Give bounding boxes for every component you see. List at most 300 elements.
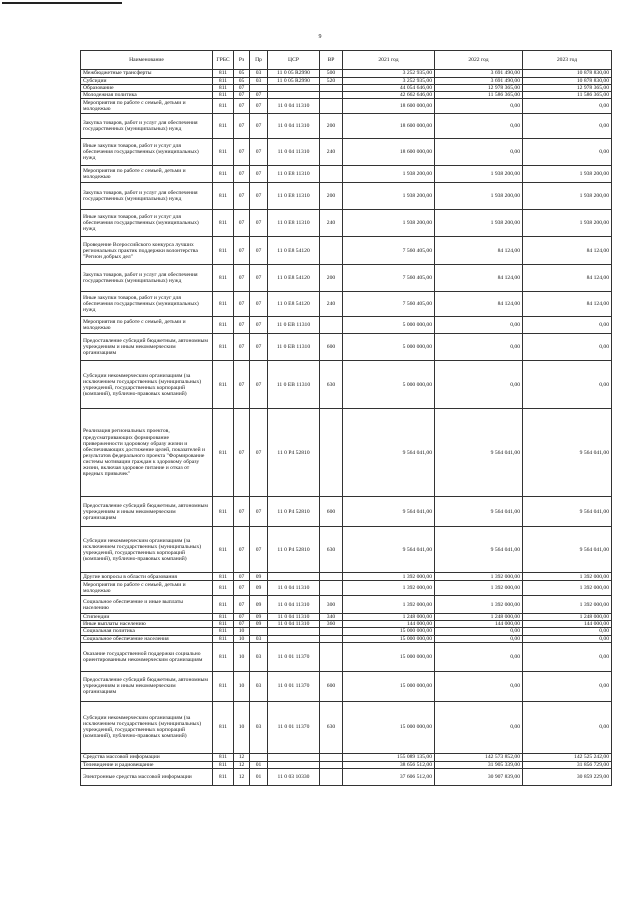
budget-table: [80, 50, 612, 786]
row-amount-2021: 3 252 935,00: [343, 78, 435, 85]
row-grbs: 811: [213, 614, 234, 621]
row-grbs: 811: [213, 768, 234, 785]
row-rz: 10: [234, 642, 250, 671]
row-name: Субсидии: [81, 78, 213, 85]
row-pr: 07: [250, 334, 268, 361]
row-grbs: 811: [213, 635, 234, 642]
row-amount-2023: 0,00: [523, 361, 612, 409]
table-row: [81, 265, 612, 292]
row-csr: 11 0 P4 52810: [268, 497, 320, 527]
row-csr: [268, 635, 320, 642]
row-csr: 11 0 04 11310: [268, 581, 320, 596]
row-amount-2022: 3 691 490,00: [435, 70, 523, 78]
page-number: 9: [318, 34, 322, 40]
row-amount-2023: 9 564 041,00: [523, 409, 612, 497]
row-amount-2022: 1 392 000,00: [435, 596, 523, 614]
row-vr: [320, 92, 343, 99]
row-pr: [250, 628, 268, 635]
row-vr: [320, 573, 343, 581]
table-row: [81, 642, 612, 671]
row-name: Иные выплаты населению: [81, 621, 213, 628]
row-amount-2021: 15 000 000,00: [343, 701, 435, 753]
row-pr: 07: [250, 527, 268, 573]
row-rz: 10: [234, 628, 250, 635]
row-name: Иные закупки товаров, работ и услуг для обеспечения государственных (муниципальных) нужд: [81, 210, 213, 237]
row-amount-2022: 0,00: [435, 361, 523, 409]
row-csr: 11 0 E8 11310: [268, 166, 320, 183]
row-amount-2021: 38 656 512,00: [343, 761, 435, 768]
row-amount-2023: 11 586 365,00: [523, 92, 612, 99]
row-rz: 07: [234, 114, 250, 139]
header-csr: ЦСР: [268, 51, 320, 70]
row-pr: 07: [250, 292, 268, 317]
row-amount-2021: 15 000 000,00: [343, 635, 435, 642]
row-rz: 07: [234, 581, 250, 596]
row-csr: [268, 753, 320, 761]
row-pr: [250, 85, 268, 92]
row-name: Проведение Всероссийского конкурса лучших региональных практик поддержки волонтерства "Регион добрых дел": [81, 237, 213, 265]
row-amount-2023: 31 856 729,00: [523, 761, 612, 768]
row-amount-2022: 11 586 365,00: [435, 92, 523, 99]
row-amount-2022: 0,00: [435, 628, 523, 635]
row-name: Оказание государственной поддержки социально ориентированным некоммерческим организациям: [81, 642, 213, 671]
row-rz: 07: [234, 409, 250, 497]
row-amount-2021: 5 000 000,00: [343, 334, 435, 361]
table-row: [81, 292, 612, 317]
row-amount-2023: 0,00: [523, 334, 612, 361]
row-grbs: 811: [213, 139, 234, 166]
row-grbs: 811: [213, 265, 234, 292]
row-vr: [320, 85, 343, 92]
row-csr: 11 0 03 10330: [268, 768, 320, 785]
row-vr: 520: [320, 78, 343, 85]
row-pr: 07: [250, 409, 268, 497]
row-amount-2021: 9 564 041,00: [343, 527, 435, 573]
table-row: [81, 409, 612, 497]
row-pr: 09: [250, 581, 268, 596]
row-csr: 11 0 01 11370: [268, 642, 320, 671]
row-amount-2022: 1 938 200,00: [435, 166, 523, 183]
table-row: [81, 671, 612, 701]
row-rz: 05: [234, 78, 250, 85]
row-name: Другие вопросы в области образования: [81, 573, 213, 581]
row-grbs: 811: [213, 85, 234, 92]
row-name: Социальное обеспечение населения: [81, 635, 213, 642]
row-amount-2023: 1 392 000,00: [523, 581, 612, 596]
row-grbs: 811: [213, 628, 234, 635]
row-pr: 09: [250, 596, 268, 614]
row-amount-2023: 1 392 000,00: [523, 596, 612, 614]
header-2023: 2023 год: [523, 51, 612, 70]
row-name: Субсидии некоммерческим организациям (за исключением государственных (муниципальных) учреждений, государственных корпораций (компаний), публично-правовых компаний): [81, 701, 213, 753]
row-vr: [320, 753, 343, 761]
row-grbs: 811: [213, 409, 234, 497]
row-vr: 340: [320, 614, 343, 621]
row-amount-2021: 18 600 000,00: [343, 139, 435, 166]
row-rz: 05: [234, 70, 250, 78]
row-amount-2021: 7 560 405,00: [343, 237, 435, 265]
row-vr: 630: [320, 527, 343, 573]
row-vr: 630: [320, 361, 343, 409]
row-vr: [320, 237, 343, 265]
row-csr: 11 0 05 R2990: [268, 70, 320, 78]
row-pr: 07: [250, 317, 268, 334]
row-name: Мероприятия по работе с семьей, детьми и молодежью: [81, 317, 213, 334]
row-csr: 11 0 E8 54120: [268, 237, 320, 265]
row-grbs: 811: [213, 292, 234, 317]
row-amount-2023: 10 878 830,00: [523, 78, 612, 85]
header-2022: 2022 год: [435, 51, 523, 70]
row-amount-2022: 84 124,00: [435, 237, 523, 265]
row-name: Субсидии некоммерческим организациям (за исключением государственных (муниципальных) учреждений, государственных корпораций (компаний), публично-правовых компаний): [81, 361, 213, 409]
row-rz: 10: [234, 701, 250, 753]
row-amount-2023: 12 978 365,00: [523, 85, 612, 92]
row-vr: 600: [320, 671, 343, 701]
row-pr: 03: [250, 78, 268, 85]
row-grbs: 811: [213, 527, 234, 573]
row-csr: 11 0 04 11310: [268, 114, 320, 139]
row-grbs: 811: [213, 70, 234, 78]
table-row: [81, 166, 612, 183]
row-amount-2022: 9 564 041,00: [435, 527, 523, 573]
header-rz: Рз: [234, 51, 250, 70]
row-name: Закупка товаров, работ и услуг для обеспечения государственных (муниципальных) нужд: [81, 183, 213, 210]
table-row: [81, 210, 612, 237]
row-grbs: 811: [213, 581, 234, 596]
row-name: Иные закупки товаров, работ и услуг для обеспечения государственных (муниципальных) нужд: [81, 292, 213, 317]
table-row: [81, 317, 612, 334]
table-row: [81, 753, 612, 761]
row-amount-2021: 9 564 041,00: [343, 497, 435, 527]
row-amount-2023: 1 248 000,00: [523, 614, 612, 621]
table-row: [81, 635, 612, 642]
table-row: [81, 497, 612, 527]
row-pr: 07: [250, 210, 268, 237]
row-csr: 11 0 04 11310: [268, 139, 320, 166]
row-amount-2023: 84 124,00: [523, 265, 612, 292]
row-amount-2021: 1 938 200,00: [343, 210, 435, 237]
row-grbs: 811: [213, 573, 234, 581]
table-row: [81, 621, 612, 628]
row-amount-2021: 1 392 000,00: [343, 596, 435, 614]
table-row: [81, 527, 612, 573]
row-csr: 11 0 04 11310: [268, 614, 320, 621]
row-grbs: 811: [213, 334, 234, 361]
row-amount-2023: 1 392 000,00: [523, 573, 612, 581]
row-csr: 11 0 04 11310: [268, 596, 320, 614]
row-name: Закупка товаров, работ и услуг для обеспечения государственных (муниципальных) нужд: [81, 114, 213, 139]
row-amount-2023: 9 564 041,00: [523, 527, 612, 573]
row-amount-2021: 7 560 405,00: [343, 265, 435, 292]
row-name: Предоставление субсидий бюджетным, автономным учреждениям и иным некоммерческим организациям: [81, 497, 213, 527]
row-pr: [250, 753, 268, 761]
row-vr: 200: [320, 183, 343, 210]
row-name: Предоставление субсидий бюджетным, автономным учреждениям и иным некоммерческим организациям: [81, 334, 213, 361]
row-rz: 07: [234, 292, 250, 317]
row-amount-2022: 12 978 365,00: [435, 85, 523, 92]
row-grbs: 811: [213, 701, 234, 753]
row-amount-2023: 0,00: [523, 671, 612, 701]
row-amount-2021: 3 252 935,00: [343, 70, 435, 78]
row-name: Социальное обеспечение и иные выплаты населению: [81, 596, 213, 614]
row-amount-2021: 1 938 200,00: [343, 183, 435, 210]
row-rz: 07: [234, 85, 250, 92]
row-name: Предоставление субсидий бюджетным, автономным учреждениям и иным некоммерческим организациям: [81, 671, 213, 701]
table-row: [81, 701, 612, 753]
row-amount-2023: 30 859 229,00: [523, 768, 612, 785]
row-csr: [268, 85, 320, 92]
row-vr: [320, 628, 343, 635]
row-rz: 07: [234, 334, 250, 361]
row-csr: 11 0 04 11310: [268, 99, 320, 114]
row-name: Мероприятия по работе с семьей, детьми и молодежью: [81, 166, 213, 183]
header-name: Наименование: [81, 51, 213, 70]
row-name: Иные закупки товаров, работ и услуг для обеспечения государственных (муниципальных) нужд: [81, 139, 213, 166]
table-row: [81, 614, 612, 621]
row-vr: [320, 409, 343, 497]
row-amount-2022: 142 573 852,00: [435, 753, 523, 761]
row-pr: 07: [250, 237, 268, 265]
row-pr: 07: [250, 99, 268, 114]
row-csr: 11 0 E8 54120: [268, 265, 320, 292]
row-rz: 07: [234, 265, 250, 292]
row-amount-2021: 44 054 646,00: [343, 85, 435, 92]
row-amount-2023: 0,00: [523, 139, 612, 166]
row-vr: 500: [320, 70, 343, 78]
row-amount-2022: 0,00: [435, 114, 523, 139]
row-csr: 11 0 E8 11310: [268, 183, 320, 210]
row-amount-2022: 1 938 200,00: [435, 210, 523, 237]
row-grbs: 811: [213, 166, 234, 183]
row-name: Реализация региональных проектов, предусматривающих формирование приверженности здоровому образу жизни и обеспечивающих достижение целей, показателей и результатов федерального проекта "Формирование системы мотивации граждан к здоровому образу жизни, включая здоровое питание и отказ от вредных привычек": [81, 409, 213, 497]
row-amount-2021: 1 392 000,00: [343, 573, 435, 581]
row-amount-2023: 0,00: [523, 114, 612, 139]
row-amount-2023: 10 878 830,00: [523, 70, 612, 78]
row-name: Закупка товаров, работ и услуг для обеспечения государственных (муниципальных) нужд: [81, 265, 213, 292]
row-amount-2021: 18 600 000,00: [343, 114, 435, 139]
row-grbs: 811: [213, 114, 234, 139]
row-csr: [268, 761, 320, 768]
row-vr: [320, 581, 343, 596]
row-csr: 11 0 P4 52810: [268, 409, 320, 497]
row-amount-2021: 15 000 000,00: [343, 628, 435, 635]
row-amount-2022: 1 938 200,00: [435, 183, 523, 210]
table-row: [81, 85, 612, 92]
row-rz: 07: [234, 621, 250, 628]
table-row: [81, 70, 612, 78]
row-name: Молодежная политика: [81, 92, 213, 99]
row-amount-2021: 1 938 200,00: [343, 166, 435, 183]
row-vr: [320, 99, 343, 114]
table-row: [81, 78, 612, 85]
row-pr: 07: [250, 183, 268, 210]
row-vr: 600: [320, 497, 343, 527]
row-csr: 11 0 E8 11310: [268, 210, 320, 237]
row-grbs: 811: [213, 78, 234, 85]
row-csr: [268, 573, 320, 581]
row-grbs: 811: [213, 671, 234, 701]
row-grbs: 811: [213, 596, 234, 614]
row-vr: [320, 761, 343, 768]
row-vr: [320, 642, 343, 671]
row-amount-2023: 0,00: [523, 628, 612, 635]
row-name: Телевидение и радиовещание: [81, 761, 213, 768]
row-pr: 09: [250, 621, 268, 628]
row-pr: 07: [250, 497, 268, 527]
row-pr: 07: [250, 265, 268, 292]
top-rule: [2, 2, 122, 4]
row-amount-2021: 7 560 405,00: [343, 292, 435, 317]
row-amount-2023: 0,00: [523, 317, 612, 334]
header-2021: 2021 год: [343, 51, 435, 70]
row-amount-2022: 84 124,00: [435, 292, 523, 317]
row-pr: 03: [250, 642, 268, 671]
row-name: Электронные средства массовой информации: [81, 768, 213, 785]
table-row: [81, 768, 612, 785]
row-rz: 07: [234, 139, 250, 166]
row-pr: 09: [250, 573, 268, 581]
row-amount-2021: 15 000 000,00: [343, 642, 435, 671]
row-amount-2022: 1 392 000,00: [435, 581, 523, 596]
row-amount-2021: 144 000,00: [343, 621, 435, 628]
row-vr: 360: [320, 621, 343, 628]
row-grbs: 811: [213, 497, 234, 527]
row-amount-2022: 0,00: [435, 317, 523, 334]
row-csr: 11 0 04 11310: [268, 621, 320, 628]
row-csr: 11 0 EB 11310: [268, 334, 320, 361]
table-row: [81, 99, 612, 114]
row-rz: 10: [234, 671, 250, 701]
row-csr: [268, 92, 320, 99]
row-rz: 07: [234, 183, 250, 210]
row-rz: 07: [234, 614, 250, 621]
row-pr: 07: [250, 166, 268, 183]
row-amount-2021: 9 564 041,00: [343, 409, 435, 497]
row-pr: 03: [250, 671, 268, 701]
row-amount-2022: 84 124,00: [435, 265, 523, 292]
row-name: Межбюджетные трансферты: [81, 70, 213, 78]
row-amount-2022: 0,00: [435, 635, 523, 642]
row-amount-2022: 0,00: [435, 701, 523, 753]
row-rz: 07: [234, 527, 250, 573]
row-grbs: 811: [213, 761, 234, 768]
row-amount-2023: 0,00: [523, 701, 612, 753]
table-row: [81, 628, 612, 635]
row-amount-2023: 142 525 242,00: [523, 753, 612, 761]
row-vr: 240: [320, 210, 343, 237]
row-rz: 12: [234, 753, 250, 761]
row-rz: 07: [234, 92, 250, 99]
row-grbs: 811: [213, 99, 234, 114]
row-csr: 11 0 E8 54120: [268, 292, 320, 317]
row-amount-2022: 0,00: [435, 99, 523, 114]
row-csr: 11 0 EB 11310: [268, 361, 320, 409]
row-pr: 07: [250, 92, 268, 99]
row-amount-2021: 18 600 000,00: [343, 99, 435, 114]
table-row: [81, 361, 612, 409]
header-pr: Пр: [250, 51, 268, 70]
row-rz: 12: [234, 761, 250, 768]
row-vr: 240: [320, 139, 343, 166]
table-row: [81, 334, 612, 361]
row-vr: 600: [320, 334, 343, 361]
row-pr: 03: [250, 70, 268, 78]
table-row: [81, 183, 612, 210]
row-amount-2021: 155 089 135,00: [343, 753, 435, 761]
row-amount-2023: 9 564 041,00: [523, 497, 612, 527]
row-vr: [320, 317, 343, 334]
row-rz: 07: [234, 497, 250, 527]
row-amount-2021: 42 662 646,00: [343, 92, 435, 99]
row-csr: 11 0 01 11370: [268, 671, 320, 701]
table-row: [81, 92, 612, 99]
row-amount-2022: 144 000,00: [435, 621, 523, 628]
row-name: Субсидии некоммерческим организациям (за исключением государственных (муниципальных) учреждений, государственных корпораций (компаний), публично-правовых компаний): [81, 527, 213, 573]
row-amount-2022: 9 564 041,00: [435, 497, 523, 527]
row-rz: 07: [234, 166, 250, 183]
row-amount-2023: 1 938 200,00: [523, 166, 612, 183]
row-csr: 11 0 EB 11310: [268, 317, 320, 334]
row-rz: 07: [234, 99, 250, 114]
row-amount-2022: 31 905 339,00: [435, 761, 523, 768]
row-amount-2022: 0,00: [435, 334, 523, 361]
row-rz: 07: [234, 317, 250, 334]
table-row: [81, 573, 612, 581]
row-amount-2023: 1 938 200,00: [523, 183, 612, 210]
row-amount-2022: 9 564 041,00: [435, 409, 523, 497]
row-rz: 07: [234, 573, 250, 581]
row-rz: 10: [234, 635, 250, 642]
table-row: [81, 761, 612, 768]
row-vr: [320, 166, 343, 183]
row-rz: 07: [234, 237, 250, 265]
row-pr: 07: [250, 361, 268, 409]
row-grbs: 811: [213, 237, 234, 265]
row-vr: 630: [320, 701, 343, 753]
row-grbs: 811: [213, 753, 234, 761]
row-grbs: 811: [213, 210, 234, 237]
row-grbs: 811: [213, 92, 234, 99]
row-vr: 240: [320, 292, 343, 317]
row-csr: 11 0 05 R2990: [268, 78, 320, 85]
header-grbs: ГРБС: [213, 51, 234, 70]
row-csr: 11 0 01 11370: [268, 701, 320, 753]
row-amount-2021: 5 000 000,00: [343, 317, 435, 334]
row-grbs: 811: [213, 317, 234, 334]
row-name: Образование: [81, 85, 213, 92]
row-csr: 11 0 P4 52810: [268, 527, 320, 573]
row-amount-2023: 0,00: [523, 99, 612, 114]
row-rz: 07: [234, 210, 250, 237]
row-pr: 07: [250, 139, 268, 166]
row-amount-2022: 0,00: [435, 671, 523, 701]
row-name: Средства массовой информации: [81, 753, 213, 761]
row-amount-2022: 1 392 000,00: [435, 573, 523, 581]
row-rz: 07: [234, 361, 250, 409]
row-amount-2021: 15 000 000,00: [343, 671, 435, 701]
row-amount-2023: 1 938 200,00: [523, 210, 612, 237]
row-vr: 200: [320, 114, 343, 139]
row-rz: 07: [234, 596, 250, 614]
row-amount-2023: 144 000,00: [523, 621, 612, 628]
table-row: [81, 114, 612, 139]
table-row: [81, 581, 612, 596]
row-amount-2021: 37 606 512,00: [343, 768, 435, 785]
table-row: [81, 237, 612, 265]
row-rz: 12: [234, 768, 250, 785]
row-name: Стипендии: [81, 614, 213, 621]
row-amount-2022: 3 691 490,00: [435, 78, 523, 85]
